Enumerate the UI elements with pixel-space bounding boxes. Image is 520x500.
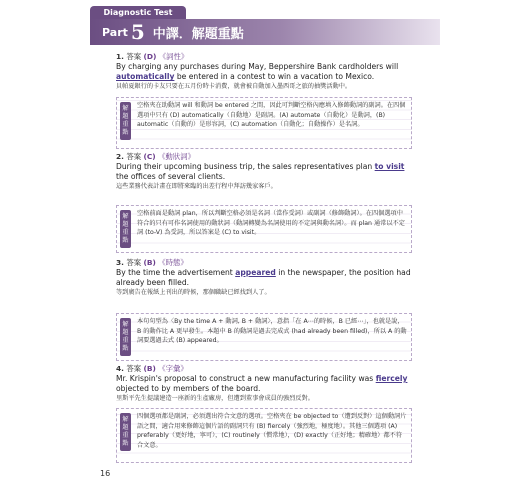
answer-line — [116, 152, 412, 162]
explanation-tag: 解題重點 — [120, 318, 131, 356]
answer-line — [116, 258, 412, 268]
question-number: 1. — [116, 52, 124, 61]
question-item-2 — [116, 152, 412, 191]
part-word: Part — [102, 25, 128, 39]
answer-letter: (D) — [143, 52, 157, 61]
explanation-box-2 — [116, 205, 412, 253]
answer-category: 《時態》 — [158, 258, 188, 267]
answer-label: 答案 — [126, 258, 142, 267]
answer-label: 答案 — [126, 364, 142, 373]
chinese-translation: 這些業務代表計畫在即將來臨的出差行程中拜訪幾家客戶。 — [116, 183, 277, 191]
answer-category: 《字彙》 — [158, 364, 188, 373]
answer-keyword: automatically — [116, 72, 175, 82]
section-tab: Diagnostic Test — [90, 6, 186, 19]
explanation-tag: 解題重點 — [120, 210, 131, 248]
answer-label: 答案 — [126, 52, 142, 61]
answer-line — [116, 364, 412, 374]
explanation-text: 空格前面是動詞 plan，所以判斷空格必須是名詞（當作受詞）或副詞（修飾動詞）。在四個選項中符合的只有可作名詞使用的動狀詞（動詞轉變為名詞使用的不定詞與動名詞）。而 plan 通常以不定詞 (to-V) 為受詞，所以答案是 (C) to visit。 — [137, 210, 405, 237]
page-number: 16 — [100, 469, 111, 478]
chinese-translation: 里斯平先生提議建造一座新的生產廠房，但遭到董事會成員的強烈反對。 — [116, 395, 314, 403]
answer-letter: (B) — [143, 258, 156, 267]
answer-letter: (C) — [143, 152, 156, 161]
chinese-translation: 等到廣告在報紙上刊出的時候，那個職缺已經找到人了。 — [116, 289, 271, 297]
english-sentence: During their upcoming business trip, the sales representatives plan to visit the offices of several clients. — [116, 162, 405, 182]
part-number: 5 — [130, 20, 145, 44]
answer-letter: (B) — [143, 364, 156, 373]
answer-line — [116, 52, 412, 62]
answer-label: 答案 — [126, 152, 142, 161]
explanation-tag: 解題重點 — [120, 102, 131, 140]
english-sentence: By the time the advertisement appeared in the newspaper, the position had already been filled. — [116, 268, 411, 288]
explanation-box-3 — [116, 313, 412, 361]
answer-keyword: appeared — [235, 268, 276, 277]
answer-category: 《詞性》 — [158, 52, 189, 61]
question-number: 2. — [116, 152, 124, 161]
chinese-translation: 貝帕夏銀行的卡友只要在五月份時卡消費，就會被自動加入墨西哥之旅的抽獎活動中。 — [116, 83, 352, 91]
question-number: 3. — [116, 258, 124, 267]
answer-category: 《動狀詞》 — [158, 152, 195, 161]
explanation-tag: 解題重點 — [120, 413, 131, 451]
question-item-1 — [116, 52, 412, 91]
explanation-text: 四個選項都是副詞，必須選出符合文意的選項。空格夾在 be objected to（遭到反對）這個動詞片語之間，適合用來修飾這個片語的副詞只有 (B) fiercely（強烈地，極度地）。其他三個選項 (A) preferably（更好地，寧可），(C) routinely（慣常地），(D) exactly（正好地；精確地）都不符合文意。 — [137, 413, 407, 449]
question-item-3 — [116, 258, 412, 297]
explanation-text: 空格夾在助動詞 will 和動詞 be entered 之間，因此可判斷空格內應填入修飾動詞的副詞。在四個選項中只有 (D) automatically（自動地）是副詞。(A) automate（自動化）是動詞，(B) automatic（自動的）是形容詞，(C) automation（自動化；自動操作）是名詞。 — [137, 102, 406, 129]
explanation-box-4 — [116, 408, 412, 463]
english-sentence: By charging any purchases during May, Beppershire Bank cardholders will automatically be entered in a contest to win a vacation to Mexico. — [116, 62, 399, 82]
answer-keyword: fiercely — [375, 374, 408, 383]
question-number: 4. — [116, 364, 124, 373]
section-title: 中譯．解題重點 — [152, 26, 244, 42]
question-item-4 — [116, 364, 412, 403]
explanation-text: 本句句型為〈By the time A + 動詞, B + 動詞〉，意指「在 A⋯的時候，B 已經⋯」，也就是說，B 的動作比 A 更早發生。本題中 B 的動詞是過去完成式 (had already been filled)，所以 A 的動詞要選過去式 (B) appeared。 — [137, 318, 407, 345]
answer-keyword: to visit — [374, 162, 405, 171]
english-sentence: Mr. Krispin's proposal to construct a new manufacturing facility was fiercely objected to by members of the board. — [116, 374, 408, 394]
explanation-box-1 — [116, 97, 412, 149]
section-header — [90, 19, 440, 45]
